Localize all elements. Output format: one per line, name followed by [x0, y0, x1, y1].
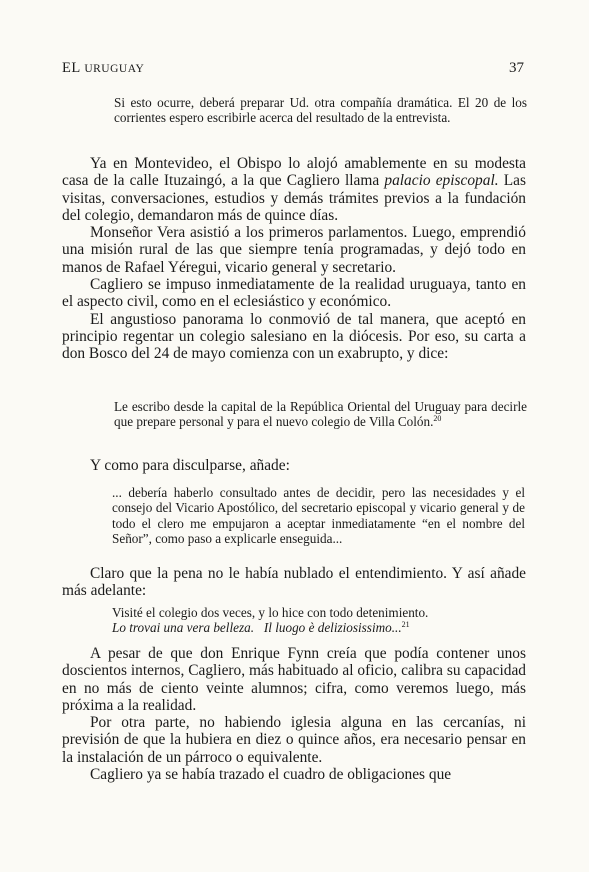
block-quote-letter-end [114, 95, 527, 126]
quote-line: Visité el colegio dos veces, y lo hice con todo detenimiento. [112, 605, 429, 620]
paragraph-angustioso-panorama: El angustioso panorama lo conmovió de tal manera, que aceptó en principio regentar un colegio salesiano en la diócesis. Por eso, su carta a don Bosco del 24 de mayo comienza con un exabrupto, y dice: [62, 310, 526, 363]
italian-quote: Lo trovai una vera belleza. Il luogo è deliziosissimo... [112, 620, 402, 636]
running-head [62, 60, 144, 77]
paragraph-text: Las visitas, conversaciones, estudios y demás trámites previos a la fundación del colegio, demandaron más de quince días. [62, 172, 526, 224]
paragraph-iglesia: Por otra parte, no habiendo iglesia alguna en las cercanías, ni previsión de que la hubiera en diez o quince años, era necesario pensar en la instalación de un párroco o equivalente. [62, 714, 526, 766]
body-text-1 [62, 155, 526, 363]
page-header [62, 60, 524, 80]
quote-line [112, 620, 525, 635]
quote-text: Le escribo desde la capital de la República Oriental del Uruguay para decirle que prepare personal y para el nuevo colegio de Villa Colón. [114, 399, 527, 430]
paragraph-realidad-uruguaya: Cagliero se impuso inmediatamente de la realidad uruguaya, tanto en el aspecto civil, como en el eclesiástico y económico. [62, 276, 526, 311]
quote-paragraph: ... debería haberlo consultado antes de decidir, pero las necesidades y el consejo del Vicario Apostólico, del secretario episcopal y vicario general y de todo el clero me empujaron a aceptar inmediatamente “en el nombre del Señor”, como paso a explicarle enseguida... [112, 485, 525, 547]
block-quote-deberia [112, 485, 525, 547]
paragraph-enrique-fynn: A pesar de que don Enrique Fynn creía que podía contener unos doscientos internos, Cagliero, más habituado al oficio, calibra su capacidad en no más de ciento veinte alumnos; cifra, como veremos luego, más próxima a la realidad. [62, 645, 526, 714]
block-quote-capital [114, 399, 527, 430]
body-text-4 [62, 645, 526, 783]
quote-paragraph [114, 399, 527, 430]
paragraph-montevideo [62, 155, 526, 224]
paragraph-disculparse: Y como para disculparse, añade: [90, 457, 290, 474]
quote-paragraph: Si esto ocurre, deberá preparar Ud. otra compañía dramática. El 20 de los corrientes espero escribirle acerca del resultado de la entrevista. [114, 95, 527, 126]
paragraph-text: Ya en Montevideo, el Obispo lo alojó amablemente en su modesta casa de la calle Ituzaingó, a la que Cagliero llama [62, 155, 526, 190]
page-number: 37 [509, 60, 524, 76]
italic-phrase: palacio episcopal. [384, 172, 499, 190]
paragraph-monsenor-vera: Monseñor Vera asistió a los primeros parlamentos. Luego, emprendió una misión rural de las que siempre tenía programadas, y dejó todo en manos de Rafael Yéregui, vicario general y secretario. [62, 224, 526, 276]
body-text-2 [62, 457, 526, 474]
block-quote-visite [112, 605, 525, 636]
body-text-3 [62, 565, 526, 600]
paragraph-cuadro-obligaciones: Cagliero ya se había trazado el cuadro de obligaciones que [90, 766, 452, 784]
footnote-ref-21: 21 [401, 620, 410, 630]
running-head-initial: EL [62, 60, 85, 76]
footnote-ref-20: 20 [433, 414, 442, 424]
running-head-rest: URUGUAY [84, 63, 145, 75]
paragraph-claro-pena: Claro que la pena no le había nublado el entendimiento. Y así añade más adelante: [62, 565, 526, 600]
